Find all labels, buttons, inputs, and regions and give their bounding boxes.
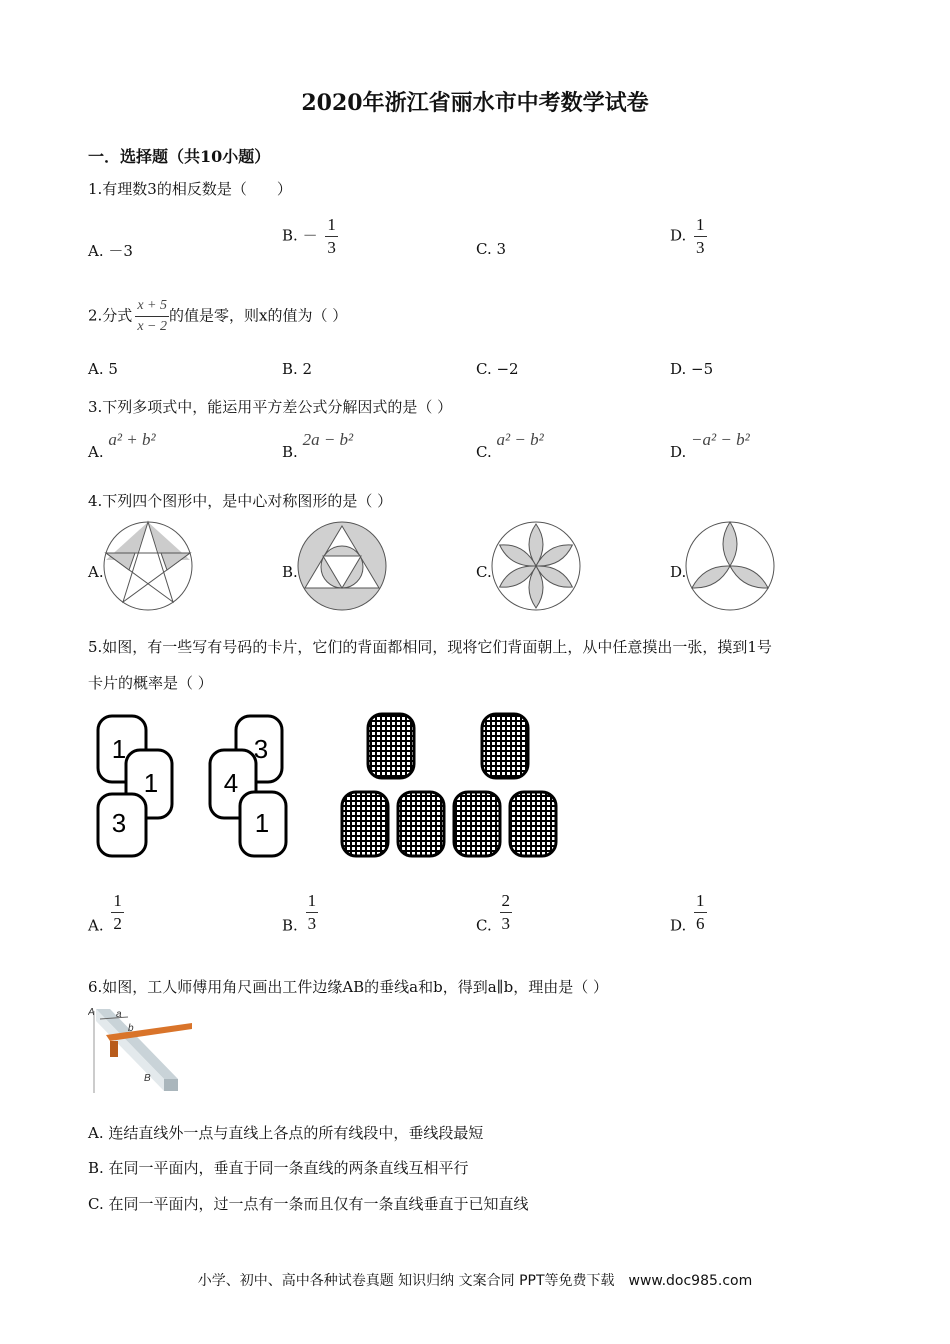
q4-option-d-label: D. bbox=[670, 563, 687, 581]
q1-option-c: C. 3 bbox=[476, 240, 507, 258]
q5-option-b: B. $\frac{1}{3}$ bbox=[282, 891, 317, 935]
card-number: 3 bbox=[111, 808, 127, 838]
q3-option-c: C. a² − b² bbox=[476, 430, 544, 461]
q4-option-b-label: B. bbox=[282, 563, 298, 581]
question-5-line-2: 卡片的概率是（ ） bbox=[88, 674, 213, 692]
card-number: 1 bbox=[143, 768, 159, 798]
fraction: $\frac{1}{3}$ bbox=[327, 215, 336, 257]
q5-option-a: A. $\frac{1}{2}$ bbox=[88, 891, 122, 935]
card-number: 1 bbox=[111, 734, 127, 764]
q1-option-b: B. － $\frac{1}{3}$ bbox=[282, 215, 336, 257]
q3-option-b: B. 2a − b² bbox=[282, 430, 354, 461]
fraction: $\frac{x + 5}{x - 2}$ bbox=[137, 298, 167, 334]
page-footer: 小学、初中、高中各种试卷真题 知识归纳 文案合同 PPT等免费下载 www.doc985.com bbox=[197, 1273, 753, 1289]
q1-option-d: D. $\frac{1}{3}$ bbox=[670, 215, 705, 257]
card-back bbox=[510, 792, 556, 856]
label-a: a bbox=[116, 1009, 122, 1020]
label-b: b bbox=[128, 1023, 134, 1034]
q5-option-d: D. $\frac{1}{6}$ bbox=[670, 891, 705, 935]
figure-three-petals bbox=[684, 520, 776, 612]
fraction: $\frac{1}{3}$ bbox=[696, 215, 705, 257]
q2-option-c: C. −2 bbox=[476, 360, 519, 378]
q6-option-c: C. 在同一平面内，过一点有一条而且仅有一条直线垂直于已知直线 bbox=[88, 1195, 529, 1213]
section-heading: 一．选择题（共10小题） bbox=[88, 147, 271, 166]
figure-set-square bbox=[88, 1005, 194, 1095]
figure-six-petals bbox=[490, 520, 582, 612]
q2-option-d: D. −5 bbox=[670, 360, 714, 378]
figure-triangle-in-circle bbox=[296, 520, 388, 612]
fraction: $\frac{2}{3}$ bbox=[501, 891, 510, 933]
q2-option-a: A. 5 bbox=[88, 360, 118, 378]
question-3: 3.下列多项式中，能运用平方差公式分解因式的是（ ） bbox=[88, 398, 453, 416]
figure-cards bbox=[90, 710, 560, 862]
q4-option-c-label: C. bbox=[476, 563, 492, 581]
question-5-line-1: 5.如图，有一些写有号码的卡片，它们的背面都相同，现将它们背面朝上，从中任意摸出一张，摸到1号 bbox=[88, 638, 772, 656]
q6-option-a: A. 连结直线外一点与直线上各点的所有线段中，垂线段最短 bbox=[88, 1124, 484, 1142]
card-back bbox=[368, 714, 414, 778]
question-6: 6.如图，工人师傅用角尺画出工件边缘AB的垂线a和b，得到a∥b，理由是（ ） bbox=[88, 978, 608, 996]
question-1: 1.有理数3的相反数是（ ） bbox=[88, 180, 292, 198]
q4-option-a-label: A. bbox=[88, 563, 104, 581]
q5-option-c: C. $\frac{2}{3}$ bbox=[476, 891, 510, 935]
q6-option-b: B. 在同一平面内，垂直于同一条直线的两条直线互相平行 bbox=[88, 1159, 469, 1177]
q2-option-b: B. 2 bbox=[282, 360, 313, 378]
card-number: 4 bbox=[223, 768, 239, 798]
figure-star-in-circle bbox=[102, 520, 194, 612]
card-back bbox=[454, 792, 500, 856]
card-back bbox=[342, 792, 388, 856]
card-back bbox=[482, 714, 528, 778]
card-number: 3 bbox=[253, 734, 269, 764]
q3-option-a: A. a² + b² bbox=[88, 430, 156, 461]
fraction: $\frac{1}{2}$ bbox=[113, 891, 122, 933]
fraction: $\frac{1}{6}$ bbox=[696, 891, 705, 933]
q3-option-d: D. −a² − b² bbox=[670, 430, 750, 461]
card-back bbox=[398, 792, 444, 856]
page-title: 2020年浙江省丽水市中考数学试卷 bbox=[301, 90, 649, 116]
label-B: B bbox=[144, 1073, 151, 1084]
label-A: A bbox=[88, 1007, 95, 1018]
q1-option-a: A. －3 bbox=[88, 242, 133, 260]
fraction: $\frac{1}{3}$ bbox=[307, 891, 317, 933]
card-number: 1 bbox=[254, 808, 270, 838]
question-2: 2.分式 $\frac{x + 5}{x - 2}$ 的值是零，则x的值为（ ） bbox=[88, 298, 348, 334]
question-4: 4.下列四个图形中，是中心对称图形的是（ ） bbox=[88, 492, 393, 510]
